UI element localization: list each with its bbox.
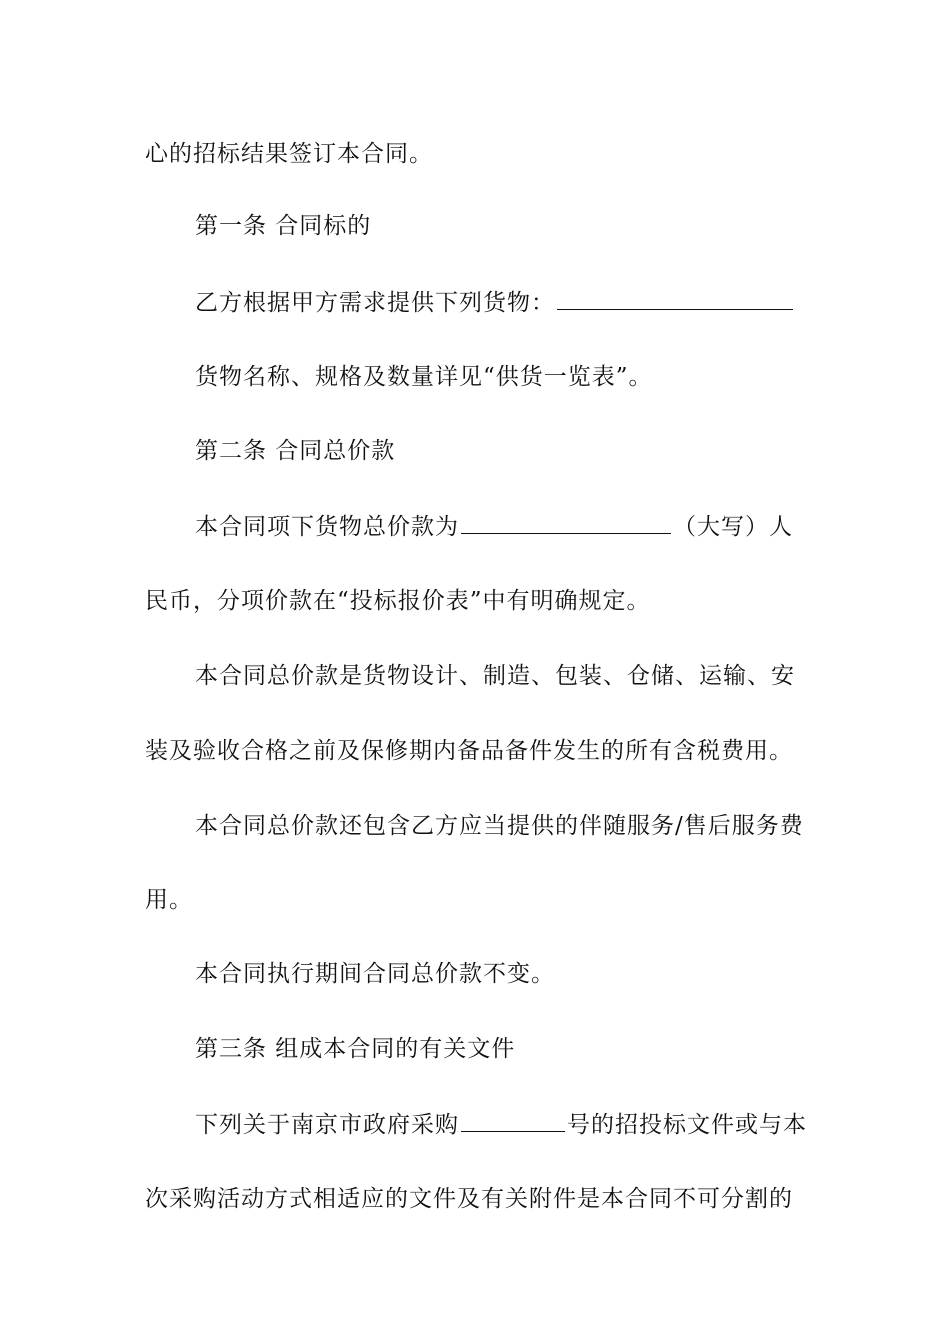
procurement-number-blank	[461, 1109, 565, 1132]
text: 乙方根据甲方需求提供下列货物：	[195, 290, 555, 316]
text: 本合同执行期间合同总价款不变。	[195, 961, 555, 987]
text: 次采购活动方式相适应的文件及有关附件是本合同不可分割的	[145, 1186, 793, 1212]
text: 用。	[145, 887, 193, 913]
paragraph-line	[145, 586, 651, 616]
text: 下列关于南京市政府采购	[195, 1112, 459, 1138]
text: 装及验收合格之前及保修期内备品备件发生的所有含税费用。	[145, 738, 793, 764]
text: 心的招标结果签订本合同。	[145, 141, 433, 167]
text: 本合同项下货物总价款为	[195, 514, 459, 540]
text: 本合同总价款是货物设计、制造、包装、仓储、运输、安	[195, 663, 795, 689]
text: 货物名称、规格及数量详见“供货一览表”。	[195, 364, 653, 390]
paragraph-line	[145, 736, 793, 766]
paragraph-line	[195, 661, 795, 691]
text: 第一条 合同标的	[195, 213, 372, 239]
text: 本合同总价款还包含乙方应当提供的伴随服务/售后服务费	[195, 813, 804, 839]
paragraph-line	[145, 885, 193, 915]
text: 民币，分项价款在“投标报价表”中有明确规定。	[145, 588, 651, 614]
paragraph-line	[195, 287, 795, 318]
article-2-heading	[195, 436, 395, 466]
text: （大写）人	[673, 514, 793, 540]
paragraph-line	[145, 1184, 793, 1214]
article-1-heading	[195, 211, 371, 241]
text: 号的招投标文件或与本	[567, 1112, 807, 1138]
paragraph-line	[195, 1109, 807, 1140]
goods-blank	[557, 287, 793, 310]
paragraph-line	[195, 362, 653, 392]
paragraph-line	[195, 511, 793, 542]
paragraph-line	[195, 811, 804, 841]
paragraph-line	[195, 959, 555, 989]
text: 第三条 组成本合同的有关文件	[195, 1036, 516, 1062]
total-price-blank	[461, 511, 671, 534]
text: 第二条 合同总价款	[195, 438, 396, 464]
article-3-heading	[195, 1034, 515, 1064]
paragraph-line	[145, 139, 433, 169]
